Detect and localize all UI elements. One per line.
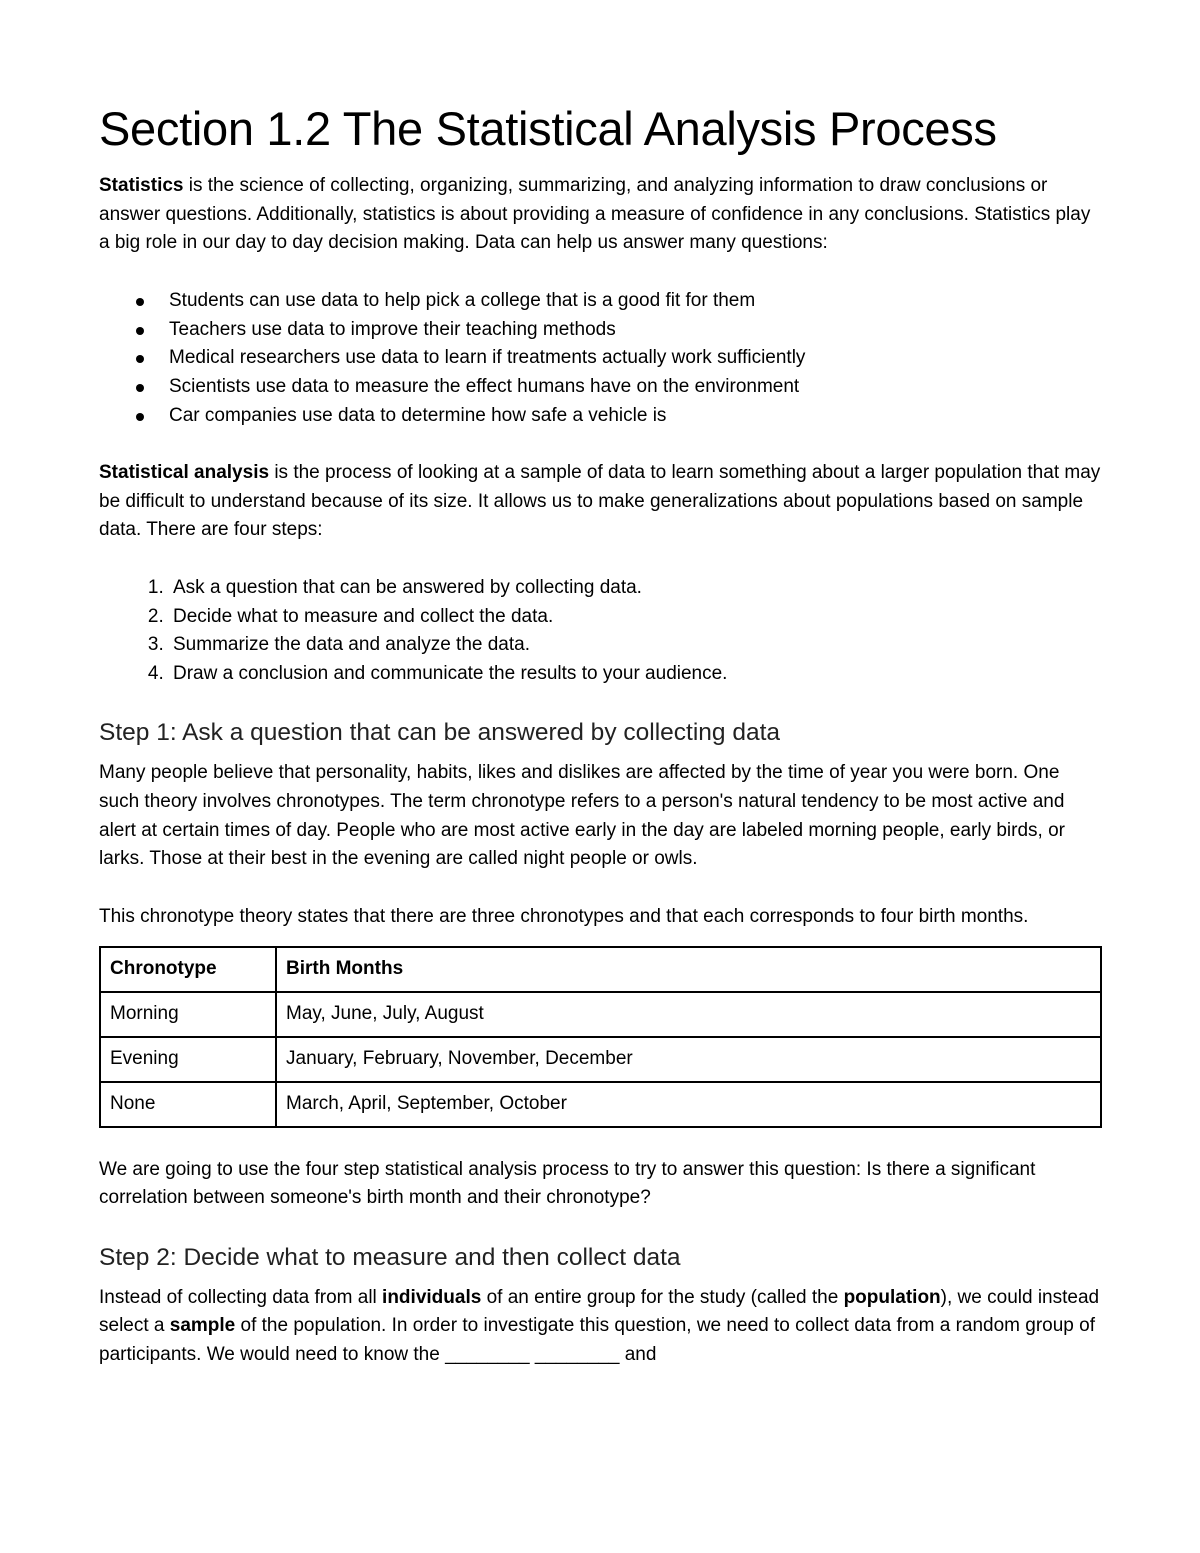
text-run: of an entire group for the study (called the [481,1286,844,1308]
analysis-text: is the process of looking at a sample of data to learn something about a larger population that may be difficult to understand because of its size. It allows us to make generalizations about populations based on sample data. There are four steps: [99,462,1101,541]
list-item: 2. Decide what to measure and collect the data. [169,603,1104,632]
step1-heading: Step 1: Ask a question that can be answered by collecting data [99,719,780,747]
table-cell: May, June, July, August [276,992,1101,1037]
header-cell [100,947,276,992]
chronotype-table [99,946,1102,1128]
list-item: Medical researchers use data to learn if treatments actually work sufficiently [169,344,1104,373]
step2-heading: Step 2: Decide what to measure and then collect data [99,1243,681,1271]
text-run: Instead of collecting data from all [99,1286,383,1308]
list-item: Students can use data to help pick a college that is a good fit for them [169,287,1104,316]
fill-in-blank: ________ [445,1344,530,1365]
term-individuals: individuals [382,1286,482,1308]
list-item: 1. Ask a question that can be answered by collecting data. [169,574,1104,603]
table-row [100,992,1101,1037]
table-row [100,1082,1101,1127]
fill-in-blank: ________ [534,1344,620,1365]
header-cell [276,947,1101,992]
text-run: of the population. In order to investigate this question, we need to collect data from a random group of participants. We would need to know the [99,1315,1095,1365]
list-item: 4. Draw a conclusion and communicate the results to your audience. [169,660,1104,689]
steps-list [99,574,1104,689]
theory-paragraph: This chronotype theory states that there are three chronotypes and that each corresponds to four birth months. [99,905,1029,927]
table-row [100,1037,1101,1082]
term-statistical-analysis: Statistical analysis [99,462,270,483]
intro-text: is the science of collecting, organizing, summarizing, and analyzing information to draw conclusions or answer questions. Additionally, statistics is about providing a measure of confidence in any conclusions. Statistics play a big role in our day to day decision making. Data can help us answer many questions: [99,175,1091,254]
table-cell: January, February, November, December [276,1037,1101,1082]
question-paragraph: We are going to use the four step statistical analysis process to try to answer this question: Is there a significant correlation between someone's birth month and their chronotype? [99,1158,1036,1209]
list-item: Teachers use data to improve their teaching methods [169,316,1104,345]
text-run: ), we could instead select a [99,1286,1100,1337]
sample-paragraph [99,1284,1104,1370]
analysis-paragraph [99,459,1104,545]
table-cell: Evening [100,1037,276,1082]
list-item: Scientists use data to measure the effect humans have on the environment [169,373,1104,402]
term-population: population [843,1286,941,1308]
examples-list [99,287,1104,431]
term-sample: sample [169,1315,236,1337]
table-cell: None [100,1082,276,1127]
table-cell: March, April, September, October [276,1082,1101,1127]
page-title: Section 1.2 The Statistical Analysis Process [99,102,997,155]
intro-paragraph [99,172,1104,258]
list-item: 3. Summarize the data and analyze the data. [169,631,1104,660]
header-birth-months: Birth Months [286,958,404,979]
term-statistics: Statistics [99,175,184,196]
text-run: and [619,1344,657,1365]
header-chronotype: Chronotype [110,958,217,979]
chronotype-paragraph: Many people believe that personality, habits, likes and dislikes are affected by the time of year you were born. One such theory involves chronotypes. The term chronotype refers to a person's natural tendency to be most active and alert at certain times of day. People who are most active early in the day are labeled morning people, early birds, or larks. Those at their best in the evening are called night people or owls. [99,762,1065,870]
list-item: Car companies use data to determine how safe a vehicle is [169,402,1104,431]
table-cell: Morning [100,992,276,1037]
table-header-row [100,947,1101,992]
